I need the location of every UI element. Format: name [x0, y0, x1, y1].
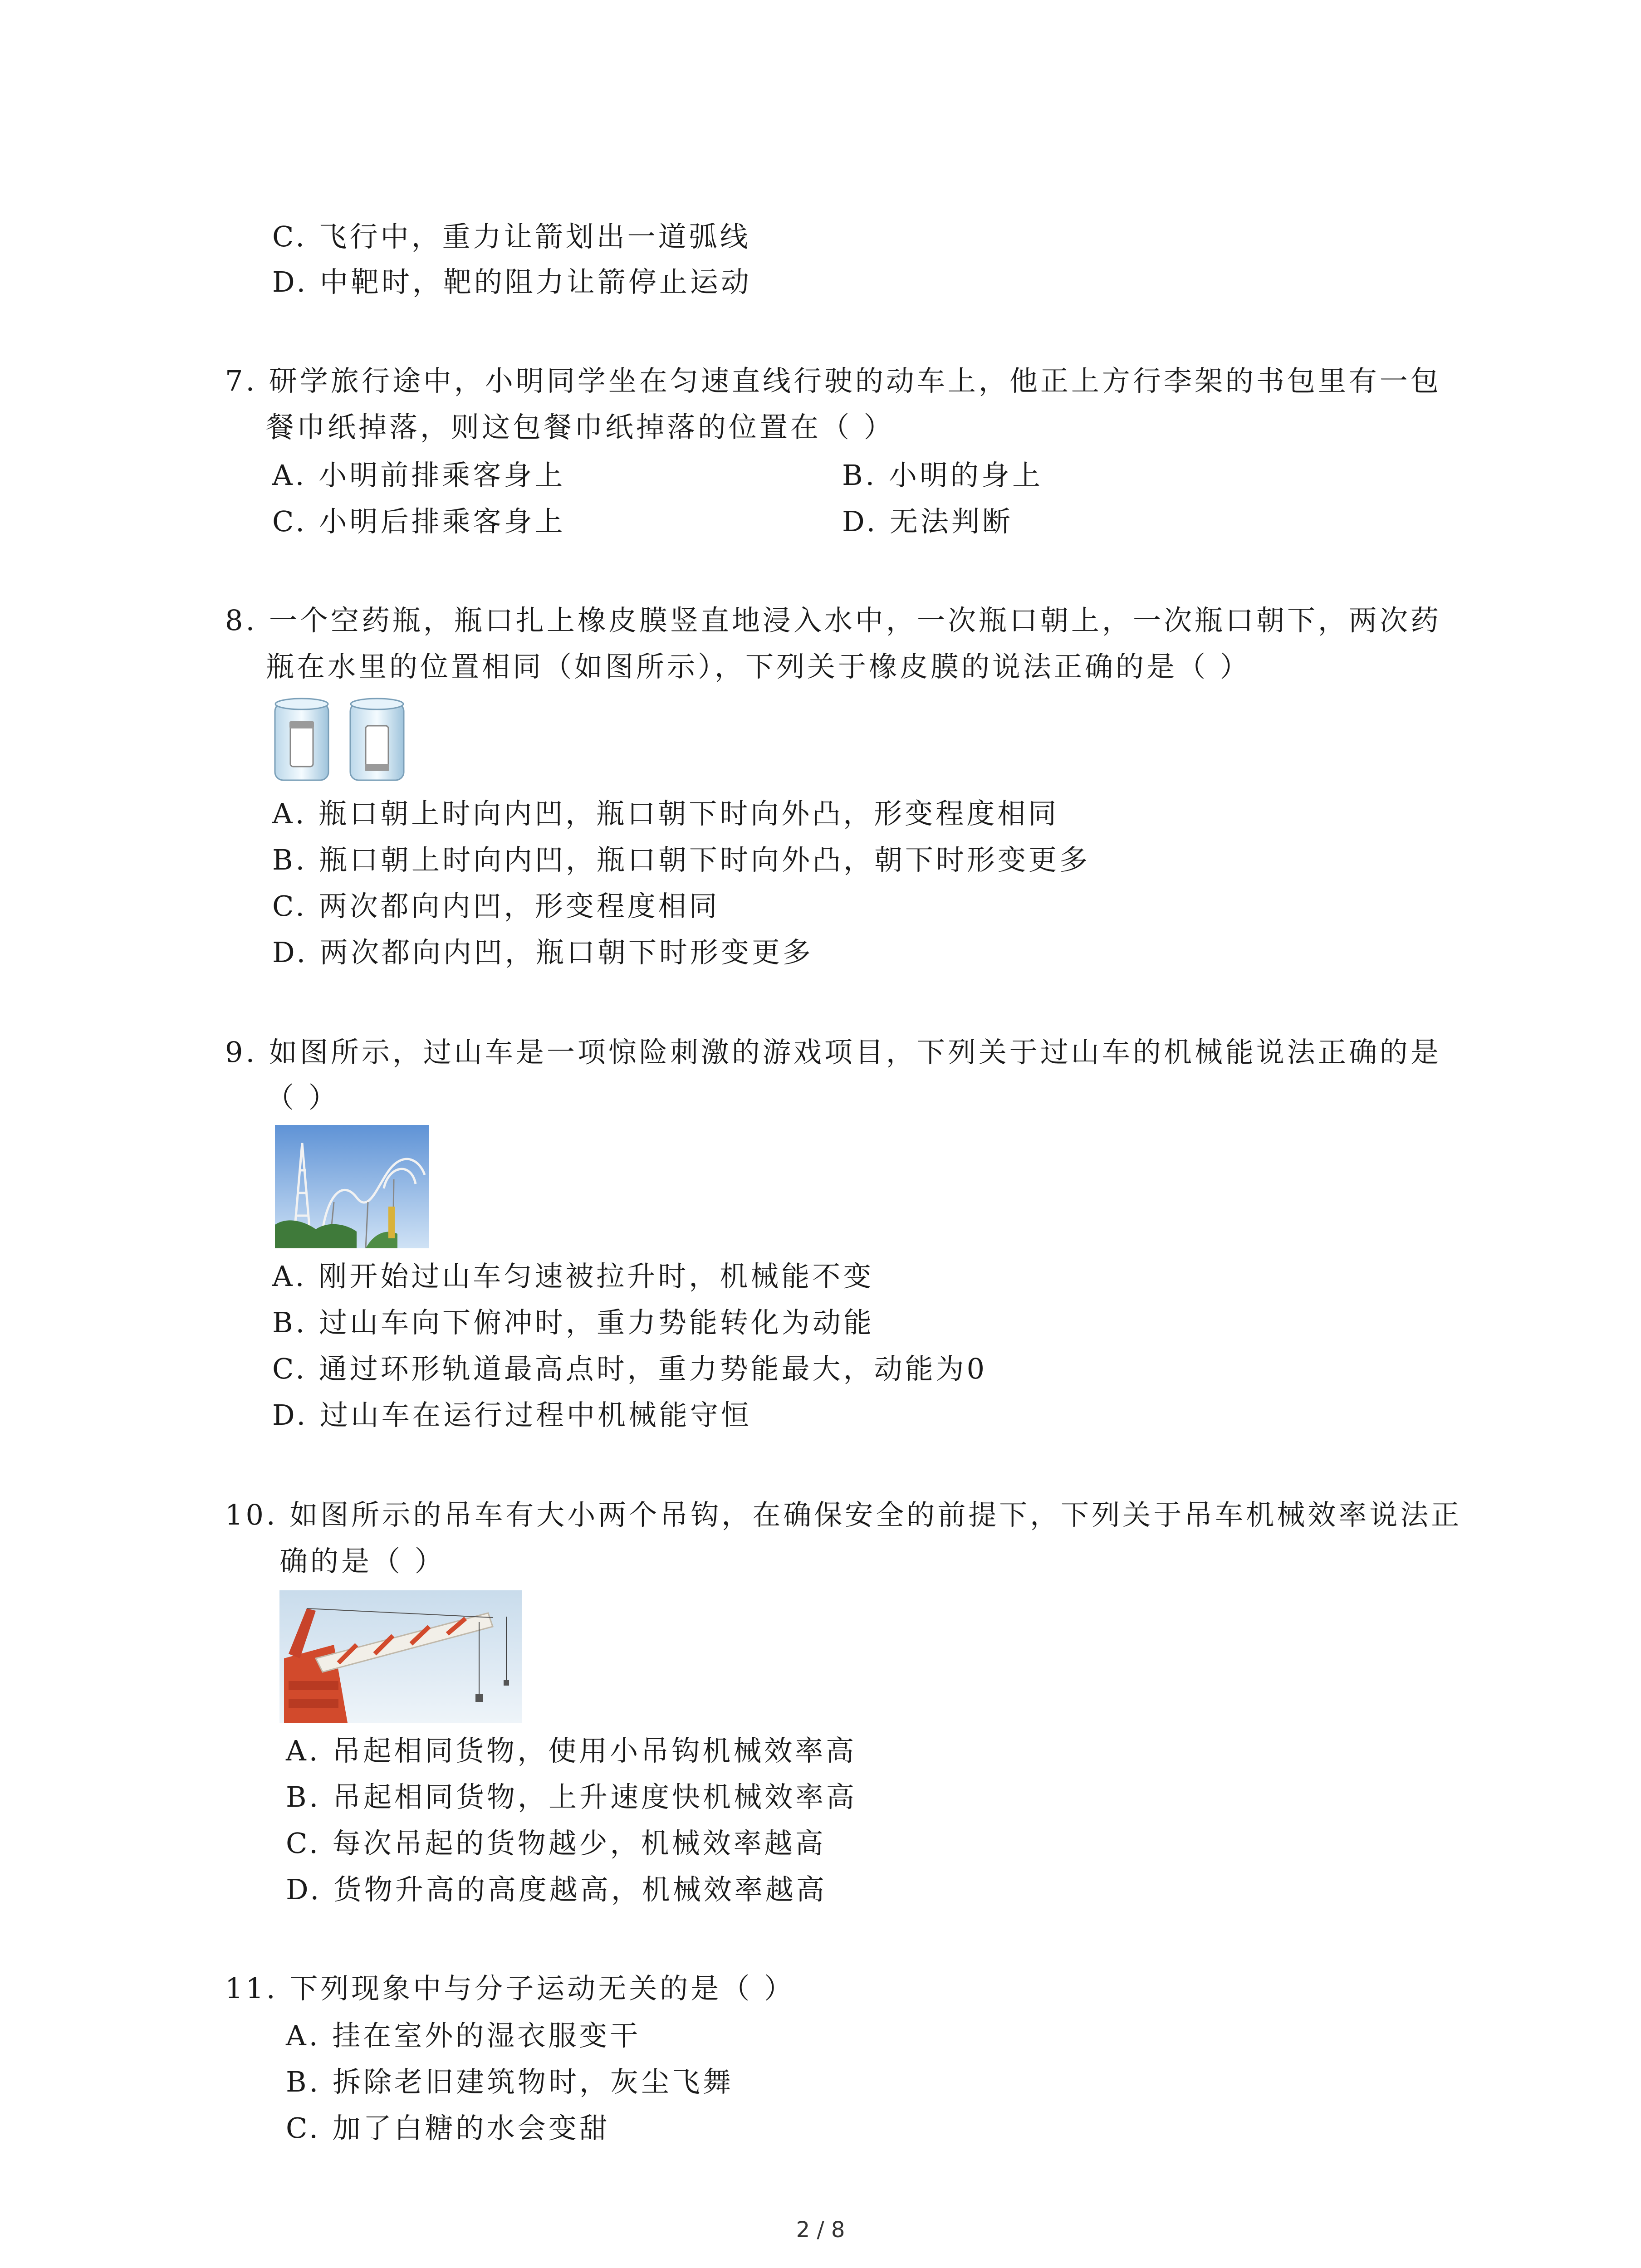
q8-stem-cont: 瓶在水里的位置相同（如图所示），下列关于橡皮膜的说法正确的是（ ） [266, 650, 1251, 683]
q11-stem: 11. 下列现象中与分子运动无关的是（ ） [225, 1972, 795, 2005]
q10-stem-cont: 确的是（ ） [279, 1545, 446, 1578]
roller-coaster-photo [275, 1125, 429, 1248]
q8-option-b: B. 瓶口朝上时向内凹，瓶口朝下时向外凸，朝下时形变更多 [272, 843, 1090, 876]
q9-stem: 9. 如图所示，过山车是一项惊险刺激的游戏项目，下列关于过山车的机械能说法正确的是 [225, 1036, 1441, 1069]
q10-option-c: C. 每次吊起的货物越少，机械效率越高 [286, 1827, 826, 1860]
q9-option-c: C. 通过环形轨道最高点时，重力势能最大，动能为0 [272, 1352, 988, 1385]
q8-option-d: D. 两次都向内凹，瓶口朝下时形变更多 [272, 936, 813, 969]
q11-option-a: A. 挂在室外的湿衣服变干 [286, 2019, 641, 2052]
jars-in-water-figure [272, 694, 408, 785]
jar-mouth-up [275, 699, 328, 780]
q8-option-a: A. 瓶口朝上时向内凹，瓶口朝下时向外凸，形变程度相同 [272, 797, 1059, 830]
page-number: 2 / 8 [796, 2217, 845, 2243]
crane-photo [279, 1590, 522, 1723]
q9-option-a: A. 刚开始过山车匀速被拉升时，机械能不变 [272, 1260, 874, 1293]
q6-option-d: D. 中靶时，靶的阻力让箭停止运动 [272, 265, 752, 298]
q10-option-b: B. 吊起相同货物，上升速度快机械效率高 [286, 1780, 857, 1813]
q11-option-c: C. 加了白糖的水会变甜 [286, 2112, 610, 2145]
q7-option-c: C. 小明后排乘客身上 [272, 505, 566, 538]
q8-option-c: C. 两次都向内凹，形变程度相同 [272, 890, 720, 923]
q7-stem: 7. 研学旅行途中，小明同学坐在匀速直线行驶的动车上，他正上方行李架的书包里有一包 [225, 364, 1441, 397]
q10-option-a: A. 吊起相同货物，使用小吊钩机械效率高 [286, 1734, 857, 1767]
q10-stem: 10. 如图所示的吊车有大小两个吊钩，在确保安全的前提下，下列关于吊车机械效率说法正 [225, 1498, 1462, 1531]
jar-mouth-down [350, 699, 404, 780]
q6-option-c: C. 飞行中，重力让箭划出一道弧线 [272, 220, 751, 253]
q11-option-b: B. 拆除老旧建筑物时，灰尘飞舞 [286, 2065, 734, 2098]
q7-option-d: D. 无法判断 [842, 505, 1013, 538]
q7-option-b: B. 小明的身上 [842, 459, 1043, 492]
q9-stem-cont: （ ） [266, 1081, 339, 1114]
q7-stem-cont: 餐巾纸掉落，则这包餐巾纸掉落的位置在（ ） [266, 411, 895, 444]
q10-option-d: D. 货物升高的高度越高，机械效率越高 [286, 1873, 827, 1906]
q7-option-a: A. 小明前排乘客身上 [272, 459, 566, 492]
q9-option-b: B. 过山车向下俯冲时，重力势能转化为动能 [272, 1306, 874, 1339]
q9-option-d: D. 过山车在运行过程中机械能守恒 [272, 1398, 752, 1432]
q8-stem: 8. 一个空药瓶，瓶口扎上橡皮膜竖直地浸入水中，一次瓶口朝上，一次瓶口朝下，两次药 [225, 604, 1441, 637]
